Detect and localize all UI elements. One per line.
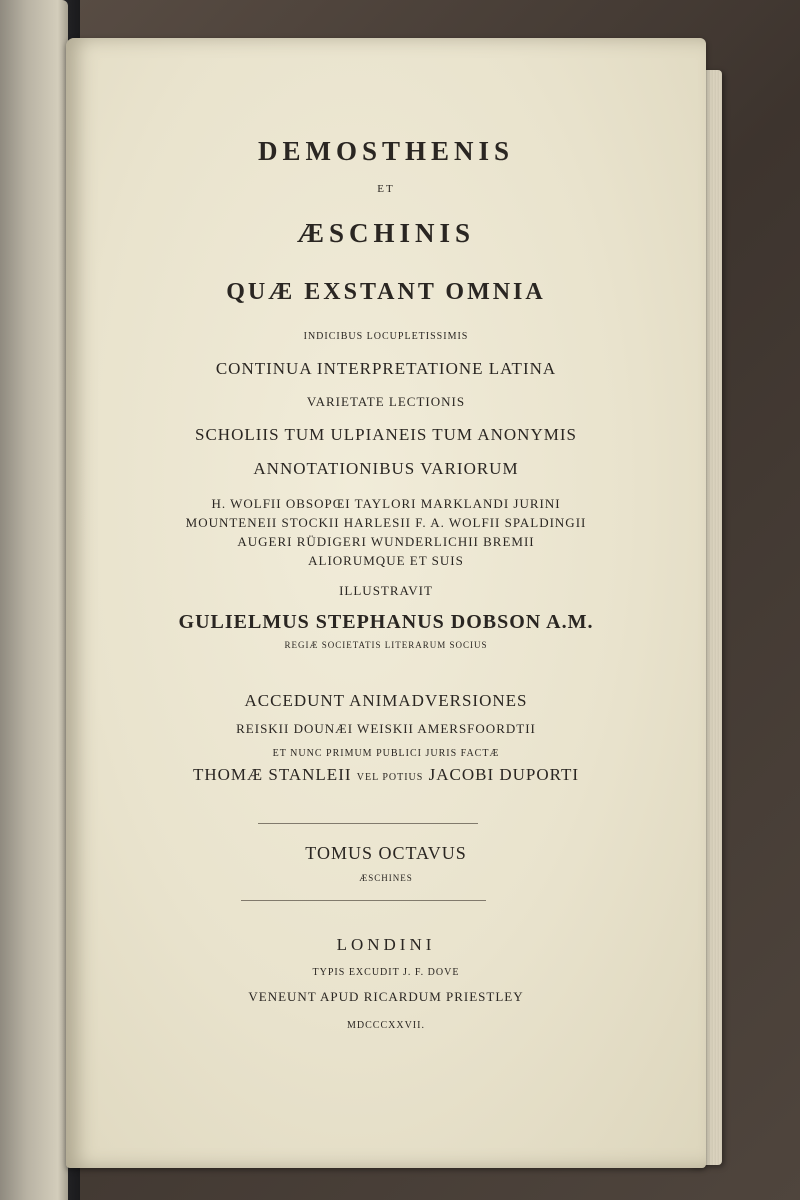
illustravit: ILLUSTRAVIT (339, 583, 433, 598)
primum-publici: ET NUNC PRIMUM PUBLICI JURIS FACTÆ (272, 748, 500, 759)
subtitle-scholiis: SCHOLIIS TUM ULPIANEIS TUM ANONYMIS (195, 425, 577, 444)
subtitle-annotationibus: ANNOTATIONIBUS VARIORUM (253, 459, 519, 478)
names-line-4: ALIORUMQUE ET SUIS (308, 553, 464, 568)
accedunt: ACCEDUNT ANIMADVERSIONES (244, 691, 528, 710)
names-line-1: H. WOLFII OBSOPŒI TAYLORI MARKLANDI JURINI (211, 496, 561, 511)
stanleii-name: THOMÆ STANLEII (192, 765, 352, 784)
imprint-printer: TYPIS EXCUDIT J. F. DOVE (312, 967, 460, 978)
duporti-name: JACOBI DUPORTI (428, 765, 580, 784)
volume-subtitle: ÆSCHINES (359, 873, 413, 883)
subtitle-indicibus: INDICIBUS LOCUPLETISSIMIS (303, 331, 469, 342)
left-page (0, 0, 68, 1200)
title-demosthenis: DEMOSTHENIS (257, 136, 515, 166)
author-affiliation: REGIÆ SOCIETATIS LITERARUM SOCIUS (284, 640, 488, 650)
author-name: GULIELMUS STEPHANUS DOBSON A.M. (178, 611, 594, 633)
imprint-year: MDCCCXXVII. (347, 1020, 425, 1031)
imprint-seller: VENEUNT APUD RICARDUM PRIESTLEY (248, 989, 524, 1004)
subtitle-continua: CONTINUA INTERPRETATIONE LATINA (215, 359, 557, 378)
title-et: ET (377, 183, 395, 195)
subtitle-varietate: VARIETATE LECTIONIS (306, 394, 466, 409)
divider-lower (241, 900, 486, 901)
accedunt-names: REISKII DOUNÆI WEISKII AMERSFOORDTII (236, 721, 536, 736)
title-quae-exstant-omnia: QUÆ EXSTANT OMNIA (226, 279, 546, 305)
divider-upper (258, 823, 478, 824)
imprint-city: LONDINI (336, 935, 436, 954)
names-line-3: AUGERI RÜDIGERI WUNDERLICHII BREMII (237, 534, 535, 549)
title-aeschinis: ÆSCHINIS (296, 218, 476, 248)
names-line-2: MOUNTENEII STOCKII HARLESII F. A. WOLFII SPALDINGII (185, 515, 587, 530)
stanleii-line (66, 766, 706, 783)
title-page (66, 38, 706, 1168)
volume-title: TOMUS OCTAVUS (305, 843, 467, 863)
vel-potius: VEL POTIUS (356, 772, 424, 783)
